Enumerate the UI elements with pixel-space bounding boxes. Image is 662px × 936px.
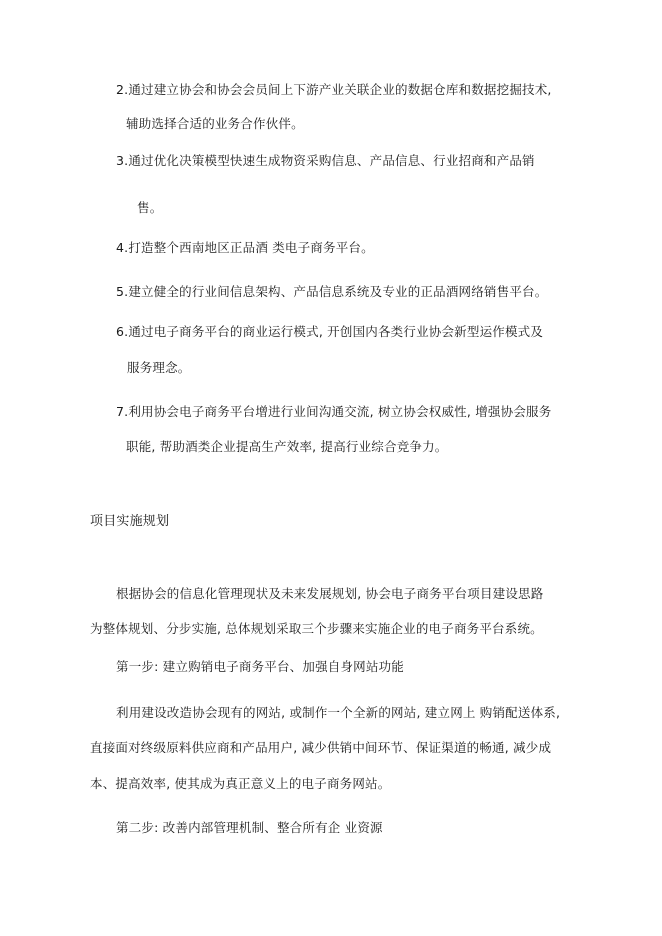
list-item-3-line-2: 售。 xyxy=(137,200,163,215)
step-2-title: 第二步: 改善内部管理机制、整合所有企 业资源 xyxy=(116,820,383,835)
step-1-line-1: 利用建设改造协会现有的网站, 或制作一个全新的网站, 建立网上 购销配送体系, xyxy=(116,705,561,720)
list-item-7-line-2: 职能, 帮助酒类企业提高生产效率, 提高行业综合竞争力。 xyxy=(126,439,448,454)
list-item-3-line-1: 3.通过优化决策模型快速生成物资采购信息、产品信息、行业招商和产品销 xyxy=(116,153,535,168)
list-item-4: 4.打造整个西南地区正品酒 类电子商务平台。 xyxy=(116,240,374,255)
list-item-5: 5.建立健全的行业间信息架构、产品信息系统及专业的正品酒网络销售平台。 xyxy=(116,284,548,299)
section-heading: 项目实施规划 xyxy=(90,514,170,529)
list-item-6-line-2: 服务理念。 xyxy=(127,360,191,375)
intro-line-2: 为整体规划、分步实施, 总体规划采取三个步骤来实施企业的电子商务平台系统。 xyxy=(90,621,543,636)
step-1-line-3: 本、提高效率, 使其成为真正意义上的电子商务网站。 xyxy=(90,776,391,791)
list-item-6-line-1: 6.通过电子商务平台的商业运行模式, 开创国内各类行业协会新型运作模式及 xyxy=(116,324,544,339)
list-item-2-line-1: 2.通过建立协会和协会会员间上下游产业关联企业的数据仓库和数据挖掘技术, xyxy=(116,82,552,97)
step-1-line-2: 直接面对终级原料供应商和产品用户, 减少供销中间环节、保证渠道的畅通, 减少成 xyxy=(90,740,552,755)
intro-line-1: 根据协会的信息化管理现状及未来发展规划, 协会电子商务平台项目建设思路 xyxy=(116,586,544,601)
list-item-2-line-2: 辅助选择合适的业务合作伙伴。 xyxy=(126,116,304,131)
step-1-title: 第一步: 建立购销电子商务平台、加强自身网站功能 xyxy=(116,659,404,674)
list-item-7-line-1: 7.利用协会电子商务平台增进行业间沟通交流, 树立协会权威性, 增强协会服务 xyxy=(116,404,552,419)
